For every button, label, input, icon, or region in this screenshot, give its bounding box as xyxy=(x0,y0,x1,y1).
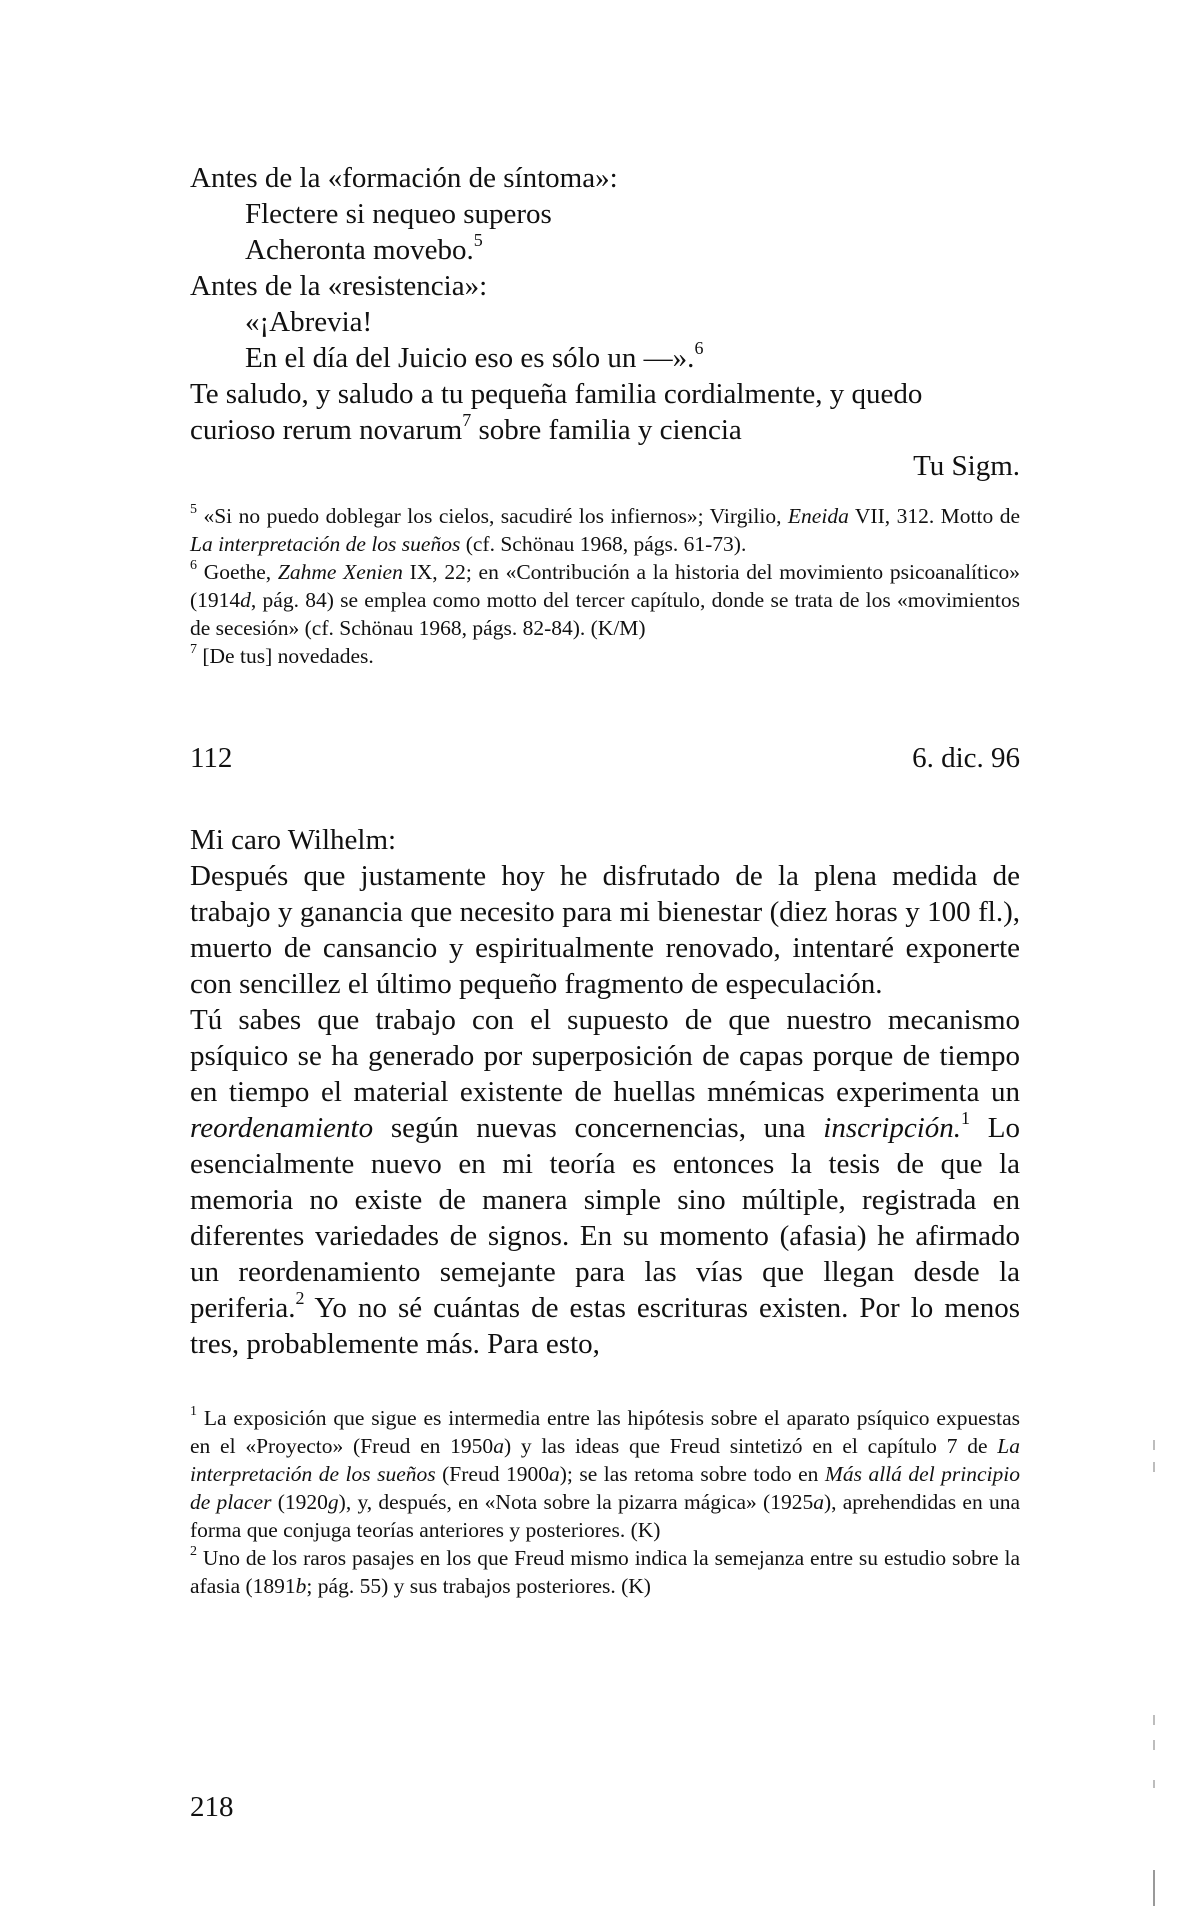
scan-mark xyxy=(1153,1462,1155,1472)
footnote-1 xyxy=(190,1404,1020,1544)
footnote-ref: 6 xyxy=(694,338,704,359)
footnote-ref: 7 xyxy=(462,410,472,431)
footnote-ref: 2 xyxy=(295,1288,305,1309)
footnote-italic: d xyxy=(240,588,251,612)
footnote-text: Uno de los raros pasajes en los que Freud mismo indica la semejanza entre su estudio sobre la afasia (1891 xyxy=(190,1546,1020,1598)
verse-line: Antes de la «formación de síntoma»: xyxy=(190,162,618,194)
verse-text: Acheronta movebo. xyxy=(245,234,474,266)
scan-mark xyxy=(1153,1440,1155,1450)
footnote-italic: Zahme Xenien xyxy=(277,560,403,584)
scan-mark xyxy=(1153,1870,1155,1906)
footnote-ref: 5 xyxy=(473,230,483,251)
salutation: Mi caro Wilhelm: xyxy=(190,824,397,856)
footnote-text: (cf. Schönau 1968, págs. 61-73). xyxy=(460,532,747,556)
footnote-text: La exposición que sigue es intermedia entre las hipótesis sobre el aparato psíquico expuestas en el «Proyecto» (Freud en 1950 xyxy=(190,1406,1020,1458)
footnote-5 xyxy=(190,502,1020,558)
signature: Tu Sigm. xyxy=(913,450,1020,482)
letter-body xyxy=(190,858,1020,1362)
footnote-number: 1 xyxy=(190,1403,197,1419)
footnote-ref: 1 xyxy=(961,1108,971,1129)
footnote-text: ), aprehendidas en una forma que conjuga teorías anteriores y posteriores. (K) xyxy=(190,1490,1020,1542)
footnote-text: «Si no puedo doblegar los cielos, sacudiré los infiernos»; Virgilio, xyxy=(197,504,788,528)
footnote-text: (1920 xyxy=(271,1490,328,1514)
footnote-number: 6 xyxy=(190,557,197,573)
footnote-italic: La interpretación de los sueños xyxy=(190,532,461,556)
footnote-italic: a xyxy=(813,1490,824,1514)
verse-line: Flectere si nequeo superos xyxy=(245,198,552,230)
footnote-number: 5 xyxy=(190,501,197,517)
footnote-text: ); se las retoma sobre todo en xyxy=(559,1462,825,1486)
letter-number: 112 xyxy=(190,742,233,774)
scan-mark xyxy=(1153,1715,1155,1725)
page-content xyxy=(190,160,1020,1600)
letter-continuation xyxy=(190,160,1020,484)
closing-line xyxy=(190,412,1020,448)
letter-date: 6. dic. 96 xyxy=(912,742,1020,774)
footnotes-top xyxy=(190,502,1020,670)
closing-line: Te saludo, y saludo a tu pequeña familia cordialmente, y quedo xyxy=(190,378,923,410)
footnote-2 xyxy=(190,1544,1020,1600)
footnote-italic: La interpretación de los sueños xyxy=(190,1434,1020,1486)
scan-mark xyxy=(1153,1740,1155,1750)
verse-line: «¡Abrevia! xyxy=(245,306,373,338)
verse-line xyxy=(190,232,1020,268)
page-number: 218 xyxy=(190,1791,234,1823)
footnote-italic: Más allá del principio de placer xyxy=(190,1462,1020,1514)
paragraph-text: según nuevas concernencias, una xyxy=(373,1112,824,1144)
italic-term: reordenamiento xyxy=(190,1112,374,1144)
letter-header xyxy=(190,740,1020,776)
footnote-text: IX, 22; en «Contribución a la historia del movimiento psicoanalítico» (1914 xyxy=(190,560,1021,612)
closing-text: sobre familia y ciencia xyxy=(471,414,742,446)
footnotes-bottom xyxy=(190,1404,1020,1600)
paragraph xyxy=(190,1002,1020,1362)
paragraph-text: Yo no sé cuántas de estas escrituras existen. Por lo menos tres, probablemente más. Para esto, xyxy=(190,1292,1020,1360)
footnote-text: ), y, después, en «Nota sobre la pizarra mágica» (1925 xyxy=(338,1490,814,1514)
verse-line xyxy=(190,340,1020,376)
footnote-italic: g xyxy=(327,1490,339,1514)
footnote-text: (Freud 1900 xyxy=(435,1462,549,1486)
footnote-7 xyxy=(190,642,1020,670)
footnote-italic: a xyxy=(548,1462,560,1486)
paragraph-text: Lo esencialmente nuevo en mi teoría es entonces la tesis de que la memoria no existe de manera simple sino múltiple, registrada en diferentes variedades de signos. En su momento (afasia) he afirmado un reordenamiento semejante para las vías que llegan desde la periferia. xyxy=(190,1112,1020,1324)
footnote-6 xyxy=(190,558,1020,642)
footnote-text: ) y las ideas que Freud sintetizó en el capítulo 7 de xyxy=(503,1434,998,1458)
footnote-italic: a xyxy=(493,1434,504,1458)
footnote-italic: b xyxy=(295,1574,307,1598)
italic-term: inscripción. xyxy=(823,1112,962,1144)
scan-margin-marks xyxy=(1153,1440,1157,1910)
footnote-number: 2 xyxy=(190,1543,197,1559)
paragraph-text: Tú sabes que trabajo con el supuesto de que nuestro mecanismo psíquico se ha generado por superposición de capas porque de tiempo en tiempo el material existente de huellas mnémicas experimenta un xyxy=(190,1004,1020,1108)
verse-text: En el día del Juicio eso es sólo un —». xyxy=(245,342,695,374)
footnote-text: ; pág. 55) y sus trabajos posteriores. (K) xyxy=(306,1574,651,1598)
footnote-text: Goethe, xyxy=(197,560,278,584)
scan-mark xyxy=(1153,1780,1155,1788)
footnote-number: 7 xyxy=(190,641,197,657)
closing-text: curioso rerum novarum xyxy=(190,414,463,446)
verse-line: Antes de la «resistencia»: xyxy=(190,270,488,302)
footnote-text: [De tus] novedades. xyxy=(197,644,374,668)
footnote-italic: Eneida xyxy=(787,504,849,528)
footnote-text: , pág. 84) se emplea como motto del tercer capítulo, donde se trata de los «movimientos de secesión» (cf. Schönau 1968, págs. 82-84). (K/M) xyxy=(190,588,1020,640)
footnote-text: VII, 312. Motto de xyxy=(848,504,1020,528)
paragraph: Después que justamente hoy he disfrutado de la plena medida de trabajo y ganancia que necesito para mi bienestar (diez horas y 100 fl.), muerto de cansancio y espiritualmente renovado, intentaré exponerte con sencillez el último pequeño fragmento de especulación. xyxy=(190,860,1020,1000)
